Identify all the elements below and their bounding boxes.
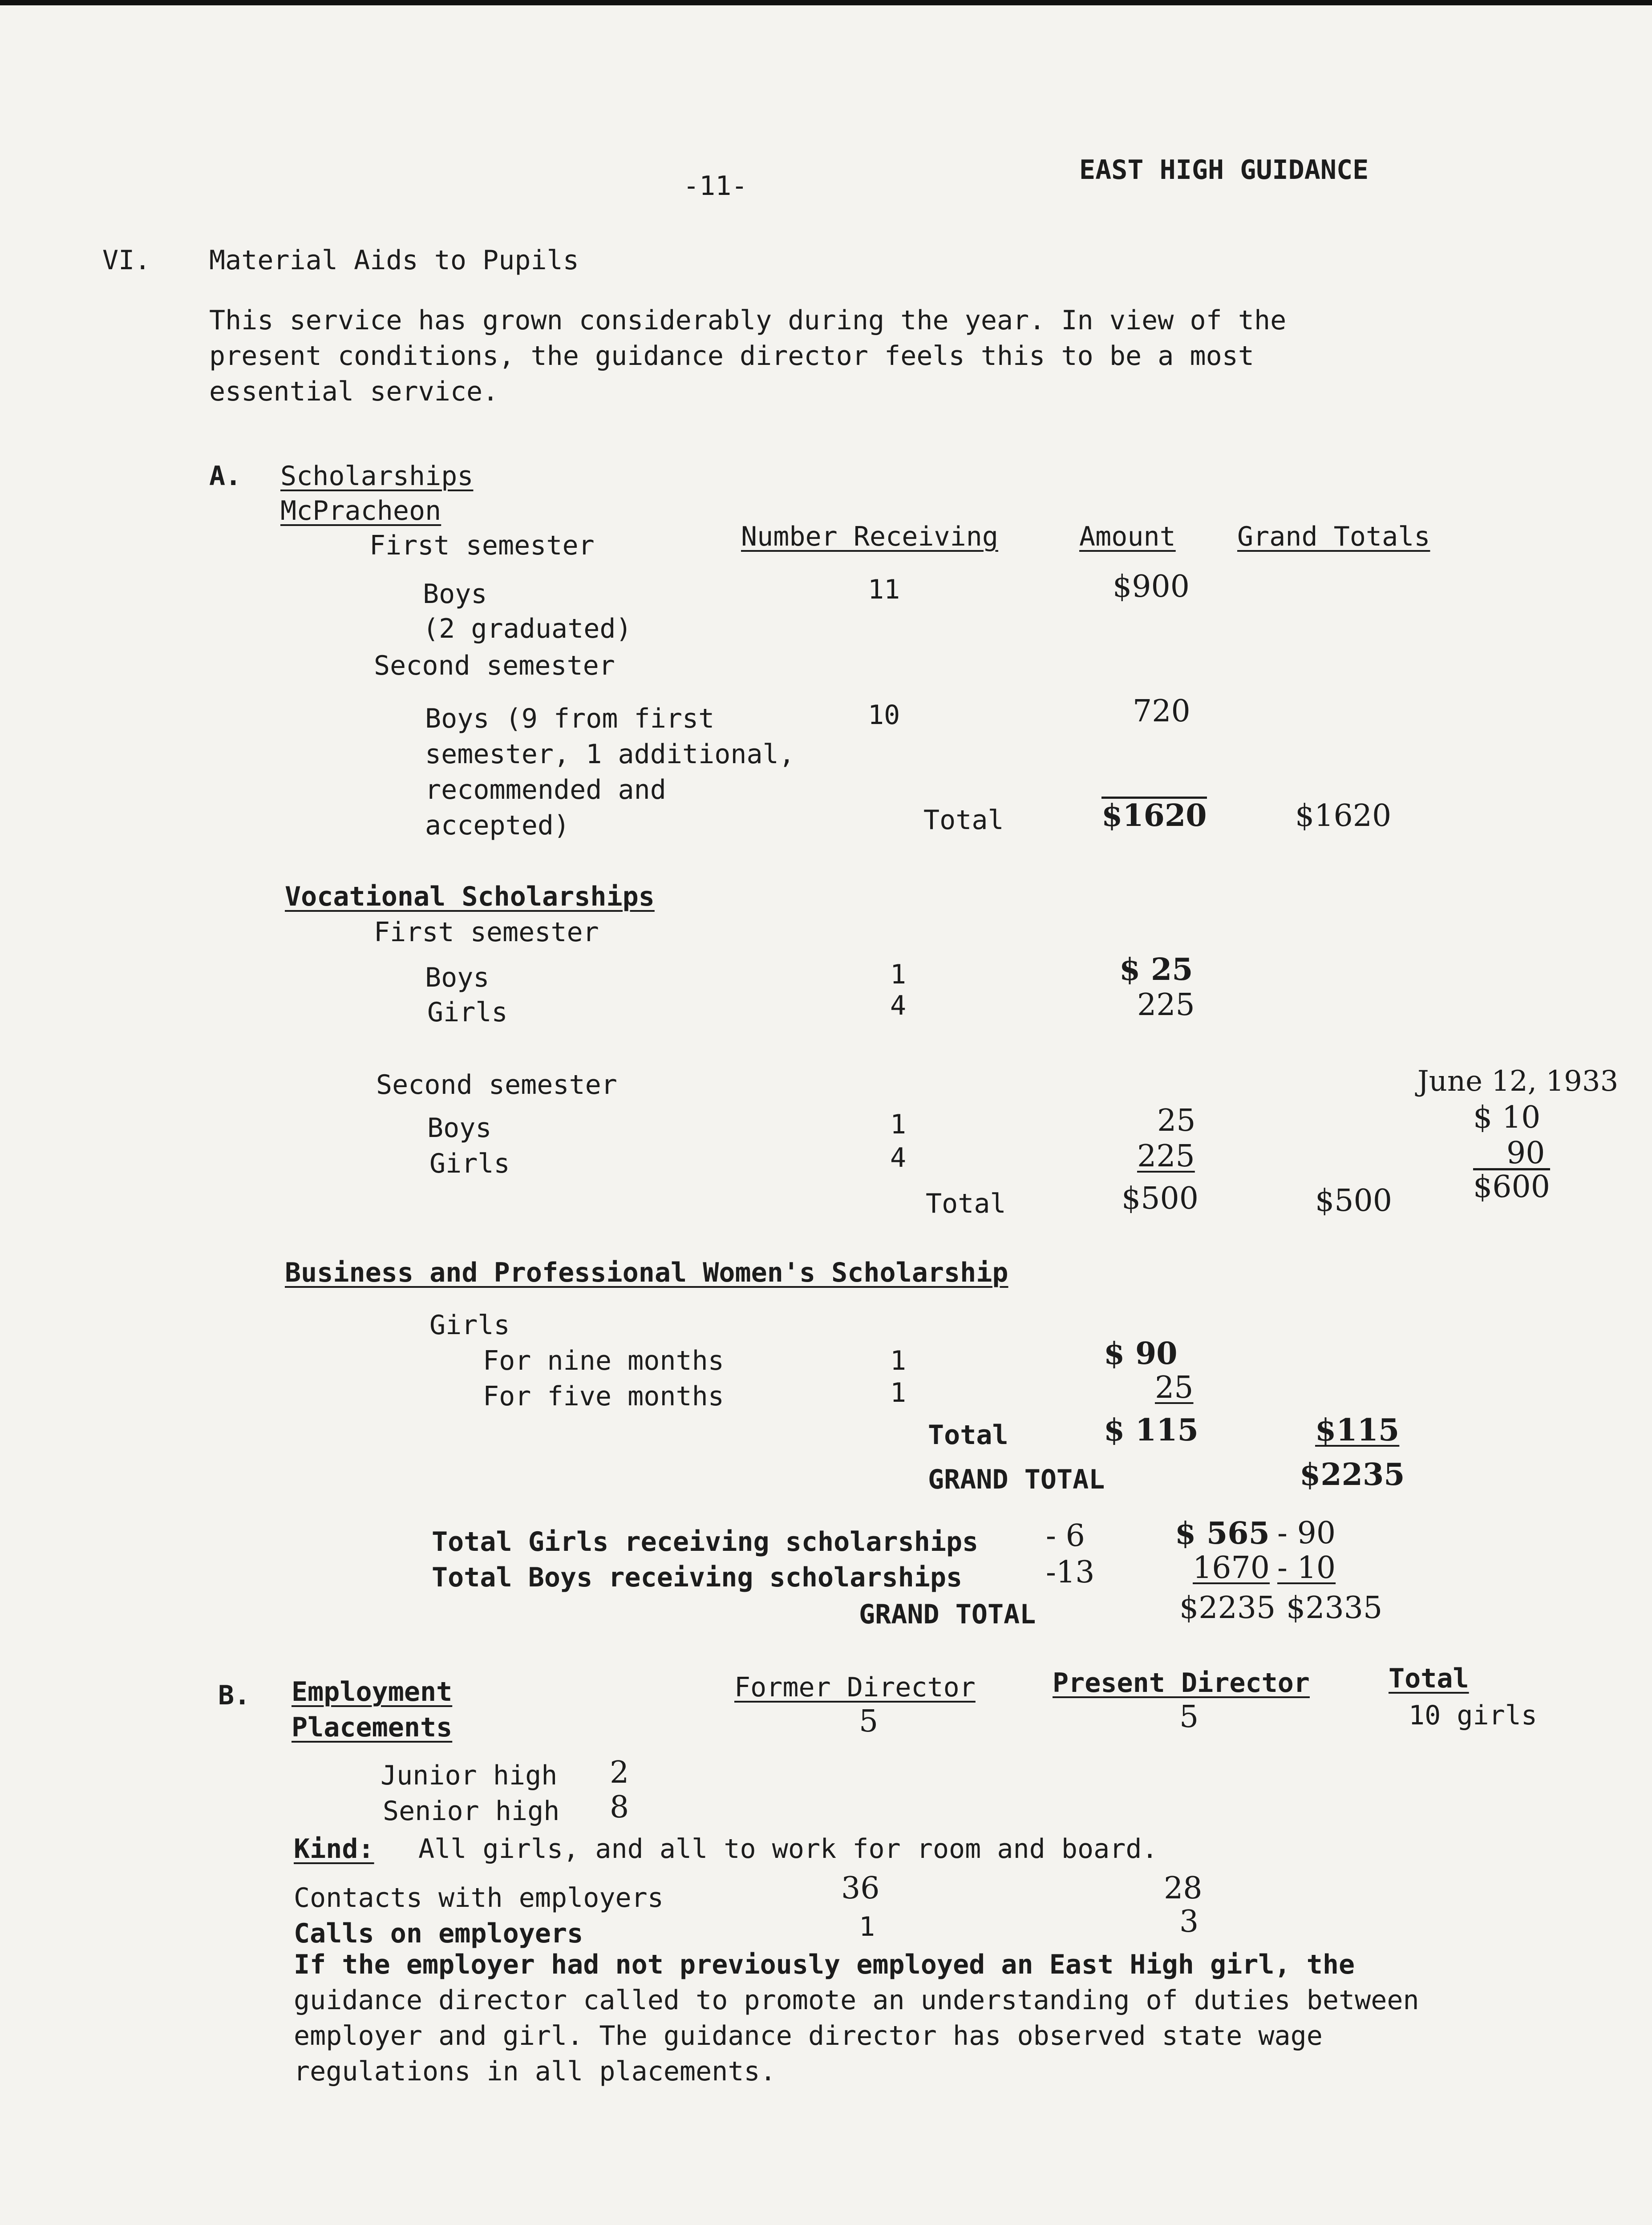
bpw-total-amount: $ 115 xyxy=(1104,1412,1199,1448)
section-numeral: VI. xyxy=(102,245,151,276)
mcp-boys-number: 11 xyxy=(868,574,900,605)
employment-heading: Employment xyxy=(292,1676,453,1707)
bpw-girls-label: Girls xyxy=(429,1310,510,1341)
senior-high-label: Senior high xyxy=(383,1796,560,1827)
mcp-second-amount: 720 xyxy=(1133,694,1190,729)
closing-line-1: If the employer had not previously employed an East High girl, the xyxy=(294,1949,1355,1980)
closing-line-2: guidance director called to promote an understanding of duties between xyxy=(294,1985,1419,2016)
bpw-five-label: For five months xyxy=(483,1381,724,1412)
voc-second-boys-label: Boys xyxy=(427,1112,492,1144)
summary-girls-count: - 6 xyxy=(1046,1518,1085,1553)
voc-total-amount: $500 xyxy=(1122,1181,1199,1216)
summary-grand-label: GRAND TOTAL xyxy=(859,1599,1036,1630)
voc-first-girls-amount: 225 xyxy=(1137,987,1195,1023)
placements-heading: Placements xyxy=(292,1712,453,1743)
closing-line-3: employer and girl. The guidance director has observed state wage xyxy=(294,2020,1323,2051)
col-amount: Amount xyxy=(1079,521,1176,552)
margin-note-total: $600 xyxy=(1473,1168,1550,1202)
summary-boys-note: - 10 xyxy=(1277,1550,1336,1586)
mcp-second-line-3: recommended and xyxy=(425,774,666,805)
mcp-grand-total: $1620 xyxy=(1295,798,1392,833)
contacts-label: Contacts with employers xyxy=(294,1882,664,1914)
running-title: EAST HIGH GUIDANCE xyxy=(1079,154,1369,186)
voc-grand-total: $500 xyxy=(1315,1183,1393,1218)
mcp-total-label: Total xyxy=(923,805,1004,836)
voc-first-semester: First semester xyxy=(374,917,599,948)
senior-high-value: 8 xyxy=(610,1790,629,1825)
contacts-former: 36 xyxy=(841,1871,880,1906)
mcp-second-line-4: accepted) xyxy=(425,810,570,841)
mcp-heading: McPracheon xyxy=(280,495,441,526)
mcp-boys-label: Boys xyxy=(423,578,487,610)
mcp-second-number: 10 xyxy=(868,700,900,731)
voc-total-label: Total xyxy=(926,1188,1006,1219)
mcp-first-semester: First semester xyxy=(369,530,595,561)
junior-high-label: Junior high xyxy=(381,1760,558,1791)
closing-line-4: regulations in all placements. xyxy=(294,2056,776,2087)
bpw-heading: Business and Professional Women's Scholarship xyxy=(285,1257,1008,1288)
bpw-grand-total: $115 xyxy=(1315,1412,1400,1448)
voc-first-boys-number: 1 xyxy=(890,959,907,990)
summary-grand-note: $2335 xyxy=(1286,1590,1383,1626)
mcp-boys-amount: $900 xyxy=(1113,569,1190,604)
scholarship-grand-total-label: GRAND TOTAL xyxy=(928,1464,1105,1495)
voc-first-girls-number: 4 xyxy=(890,990,907,1021)
voc-first-boys-label: Boys xyxy=(425,962,490,993)
bpw-nine-amount: $ 90 xyxy=(1104,1336,1178,1371)
mcp-second-line-1: Boys (9 from first xyxy=(425,703,715,734)
bpw-five-number: 1 xyxy=(890,1377,907,1408)
col-grand-totals: Grand Totals xyxy=(1237,521,1430,552)
col-present-director: Present Director xyxy=(1053,1667,1310,1699)
contacts-present: 28 xyxy=(1164,1871,1203,1906)
bpw-nine-number: 1 xyxy=(890,1345,907,1376)
kind-label: Kind: xyxy=(294,1833,374,1865)
voc-second-girls-label: Girls xyxy=(429,1148,510,1179)
placements-former: 5 xyxy=(859,1704,879,1739)
bpw-total-label: Total xyxy=(928,1420,1008,1451)
voc-second-girls-number: 4 xyxy=(890,1142,907,1173)
summary-grand-amount: $2235 xyxy=(1179,1590,1276,1626)
voc-first-girls-label: Girls xyxy=(427,997,508,1028)
kind-text: All girls, and all to work for room and board. xyxy=(418,1833,1158,1865)
col-total: Total xyxy=(1389,1663,1469,1694)
mcp-total-amount: $1620 xyxy=(1101,797,1207,831)
vocational-heading: Vocational Scholarships xyxy=(285,881,655,912)
voc-second-girls-amount: 225 xyxy=(1137,1139,1195,1174)
margin-note-date: June 12, 1933 xyxy=(1417,1065,1619,1098)
scholarship-grand-total-value: $2235 xyxy=(1300,1457,1405,1493)
bpw-five-amount: 25 xyxy=(1155,1370,1194,1405)
section-b-letter: B. xyxy=(218,1680,251,1711)
section-title: Material Aids to Pupils xyxy=(209,245,579,276)
section-a-letter: A. xyxy=(209,461,242,492)
summary-girls-note: - 90 xyxy=(1277,1516,1336,1551)
voc-first-boys-amount: $ 25 xyxy=(1119,952,1193,987)
voc-second-semester: Second semester xyxy=(376,1069,617,1100)
page-number: -11- xyxy=(683,170,748,202)
calls-former: 1 xyxy=(859,1911,875,1942)
calls-label: Calls on employers xyxy=(294,1918,583,1949)
placements-present: 5 xyxy=(1179,1699,1199,1735)
summary-boys-count: -13 xyxy=(1046,1555,1095,1590)
voc-second-boys-number: 1 xyxy=(890,1109,907,1140)
margin-note-line-2: 90 xyxy=(1506,1136,1545,1171)
summary-boys-label: Total Boys receiving scholarships xyxy=(432,1562,963,1593)
intro-line-1: This service has grown considerably during the year. In view of the xyxy=(209,305,1287,336)
junior-high-value: 2 xyxy=(610,1755,629,1790)
mcp-second-line-2: semester, 1 additional, xyxy=(425,739,795,770)
placements-total: 10 girls xyxy=(1409,1700,1537,1731)
scholarships-heading: Scholarships xyxy=(280,461,474,492)
summary-boys-amount: 1670 xyxy=(1193,1550,1270,1586)
intro-line-2: present conditions, the guidance director feels this to be a most xyxy=(209,340,1254,372)
intro-line-3: essential service. xyxy=(209,376,499,407)
summary-girls-amount: $ 565 xyxy=(1175,1516,1270,1551)
margin-note-line-1: $ 10 xyxy=(1473,1100,1541,1135)
bpw-nine-label: For nine months xyxy=(483,1345,724,1376)
scan-top-edge xyxy=(0,0,1652,5)
mcp-second-semester: Second semester xyxy=(374,650,615,681)
calls-present: 3 xyxy=(1179,1904,1199,1939)
mcp-graduated-note: (2 graduated) xyxy=(423,613,632,644)
summary-girls-label: Total Girls receiving scholarships xyxy=(432,1526,979,1558)
col-former-director: Former Director xyxy=(734,1672,976,1703)
voc-second-boys-amount: 25 xyxy=(1157,1103,1196,1138)
col-number-receiving: Number Receiving xyxy=(741,521,998,552)
